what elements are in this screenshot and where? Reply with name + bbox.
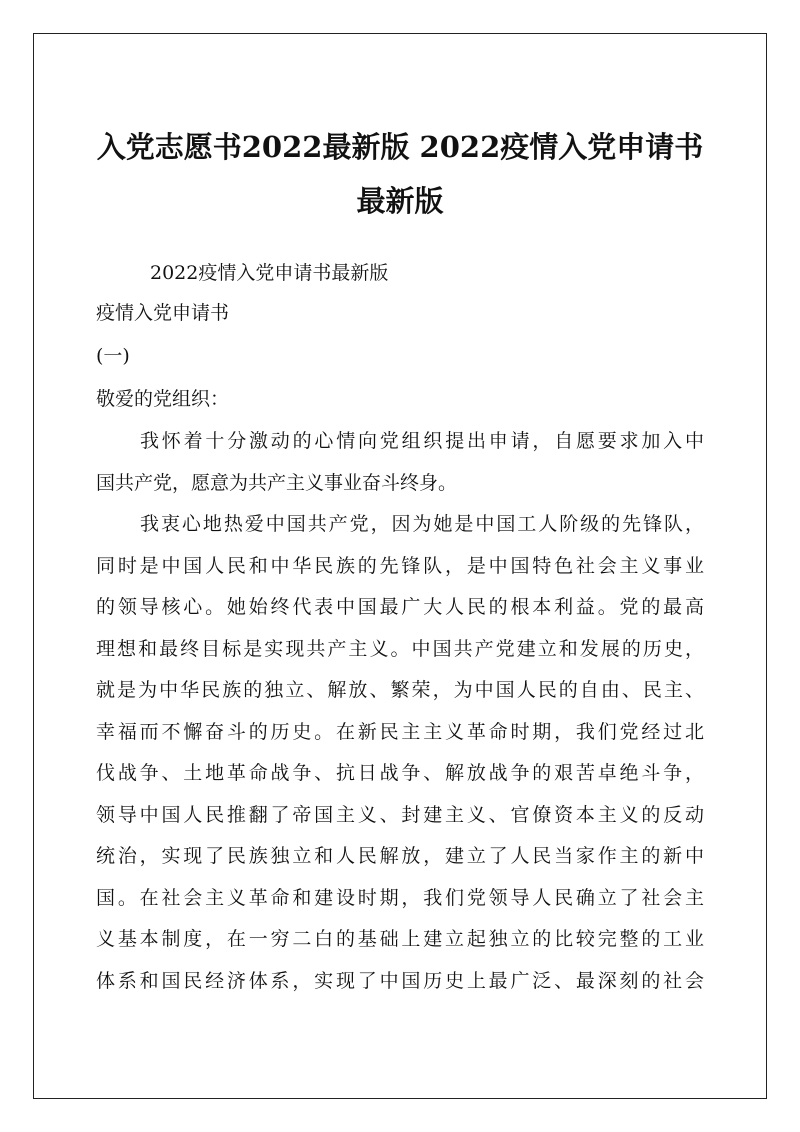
paragraph-2-line: 的领导核心。她始终代表中国最广大人民的根本利益。党的最高 xyxy=(96,596,704,618)
paragraph-1-line: 国共产党，愿意为共产主义事业奋斗终身。 xyxy=(96,471,458,494)
document-subtitle: 2022疫情入党申请书最新版 xyxy=(150,262,389,284)
paragraph-2-line: 体系和国民经济体系，实现了中国历史上最广泛、最深刻的社会 xyxy=(96,969,704,992)
paragraph-2-line: 同时是中国人民和中华民族的先锋队，是中国特色社会主义事业 xyxy=(96,554,704,577)
document-title xyxy=(96,120,704,228)
paragraph-1-line: 我怀着十分激动的心情向党组织提出申请，自愿要求加入中 xyxy=(140,430,704,452)
paragraph-2-line: 国。在社会主义革命和建设时期，我们党领导人民确立了社会主 xyxy=(96,886,704,909)
paragraph-2-line: 领导中国人民推翻了帝国主义、封建主义、官僚资本主义的反动 xyxy=(96,803,704,826)
paragraph-1 xyxy=(96,421,704,504)
document-body xyxy=(96,120,704,1002)
salutation: 敬爱的党组织： xyxy=(96,388,230,410)
paragraph-2-line: 就是为中华民族的独立、解放、繁荣，为中国人民的自由、民主、 xyxy=(96,679,704,701)
paragraph-2-line: 幸福而不懈奋斗的历史。在新民主主义革命时期，我们党经过北 xyxy=(96,720,704,743)
title-line-1: 入党志愿书2022最新版 2022疫情入党申请书 xyxy=(96,130,704,164)
paragraph-2-line: 理想和最终目标是实现共产主义。中国共产党建立和发展的历史， xyxy=(96,637,704,660)
title-line-2: 最新版 xyxy=(356,184,444,218)
paragraph-2-line: 义基本制度，在一穷二白的基础上建立起独立的比较完整的工业 xyxy=(96,928,704,950)
section-marker: (一) xyxy=(96,345,130,367)
paragraph-2-line: 统治，实现了民族独立和人民解放，建立了人民当家作主的新中 xyxy=(96,845,704,867)
paragraph-2-line: 伐战争、土地革命战争、抗日战争、解放战争的艰苦卓绝斗争， xyxy=(96,762,704,784)
paragraph-2-line: 我衷心地热爱中国共产党，因为她是中国工人阶级的先锋队， xyxy=(140,513,704,535)
paragraph-2 xyxy=(96,504,704,1002)
document-heading: 疫情入党申请书 xyxy=(96,302,230,324)
